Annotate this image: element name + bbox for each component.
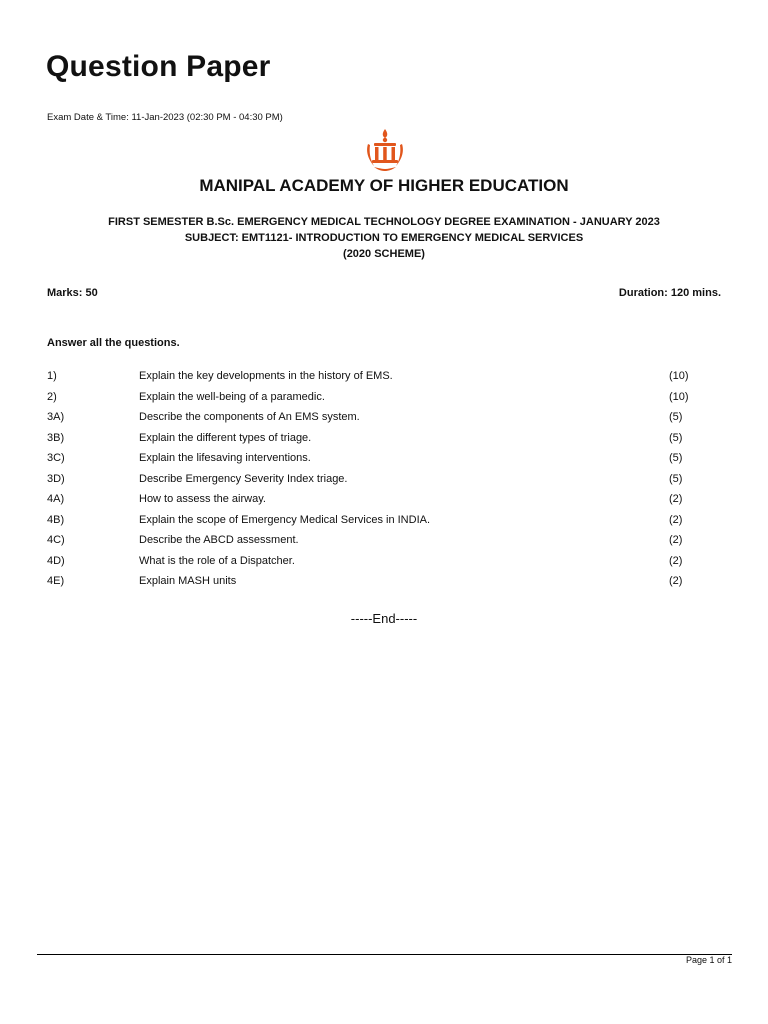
exam-date-time: Exam Date & Time: 11-Jan-2023 (02:30 PM - 04:30 PM)	[47, 112, 283, 123]
question-marks: (2)	[669, 554, 683, 567]
question-marks: (2)	[669, 513, 683, 526]
question-text: Explain the well-being of a paramedic.	[139, 390, 325, 403]
question-text: Describe the ABCD assessment.	[139, 534, 299, 547]
footer-divider	[37, 954, 732, 955]
question-number: 3D)	[47, 472, 65, 485]
question-row	[47, 469, 727, 490]
question-row	[47, 571, 727, 592]
question-marks: (5)	[669, 431, 683, 444]
scheme-line: (2020 SCHEME)	[343, 248, 425, 260]
question-row	[47, 551, 727, 572]
page-number: Page 1 of 1	[685, 955, 732, 965]
institution-name: MANIPAL ACADEMY OF HIGHER EDUCATION	[199, 176, 569, 195]
question-number: 4C)	[47, 534, 65, 547]
page-title: Question Paper	[46, 50, 271, 83]
question-marks: (2)	[669, 575, 683, 588]
question-marks: (5)	[669, 452, 683, 465]
question-text: Explain the scope of Emergency Medical Services in INDIA.	[139, 513, 431, 526]
question-number: 4A)	[47, 493, 65, 506]
question-text: Explain the lifesaving interventions.	[139, 452, 311, 465]
question-text: What is the role of a Dispatcher.	[139, 554, 295, 567]
question-number: 3B)	[47, 431, 65, 444]
question-marks: (2)	[669, 534, 683, 547]
question-marks: (10)	[669, 390, 689, 403]
exam-duration: Duration: 120 mins.	[618, 287, 721, 299]
question-row	[47, 387, 727, 408]
question-row	[47, 530, 727, 551]
question-marks: (5)	[669, 472, 683, 485]
subject-line: SUBJECT: EMT1121- INTRODUCTION TO EMERGENCY MEDICAL SERVICES	[184, 232, 584, 244]
question-number: 4D)	[47, 554, 65, 567]
question-list	[47, 366, 727, 592]
question-number: 2)	[47, 390, 57, 403]
question-number: 3A)	[47, 411, 65, 424]
question-number: 3C)	[47, 452, 65, 465]
question-marks: (5)	[669, 411, 683, 424]
question-number: 4B)	[47, 513, 65, 526]
question-row	[47, 407, 727, 428]
question-text: How to assess the airway.	[139, 493, 266, 506]
question-row	[47, 510, 727, 531]
instruction: Answer all the questions.	[47, 337, 180, 349]
question-row	[47, 366, 727, 387]
question-text: Explain MASH units	[139, 575, 237, 588]
question-text: Explain the different types of triage.	[139, 431, 312, 444]
question-row	[47, 428, 727, 449]
question-row	[47, 448, 727, 469]
question-number: 1)	[47, 370, 57, 383]
total-marks: Marks: 50	[47, 287, 98, 299]
question-text: Describe the components of An EMS system.	[139, 411, 360, 424]
question-marks: (2)	[669, 493, 683, 506]
question-number: 4E)	[47, 575, 65, 588]
university-crest-icon	[360, 126, 410, 174]
question-text: Describe Emergency Severity Index triage.	[139, 472, 348, 485]
exam-details	[0, 214, 768, 262]
question-text: Explain the key developments in the history of EMS.	[139, 370, 393, 383]
question-row	[47, 489, 727, 510]
exam-title: FIRST SEMESTER B.Sc. EMERGENCY MEDICAL TECHNOLOGY DEGREE EXAMINATION - JANUARY 2023	[108, 216, 660, 228]
end-marker: -----End-----	[350, 611, 418, 626]
question-marks: (10)	[669, 370, 689, 383]
